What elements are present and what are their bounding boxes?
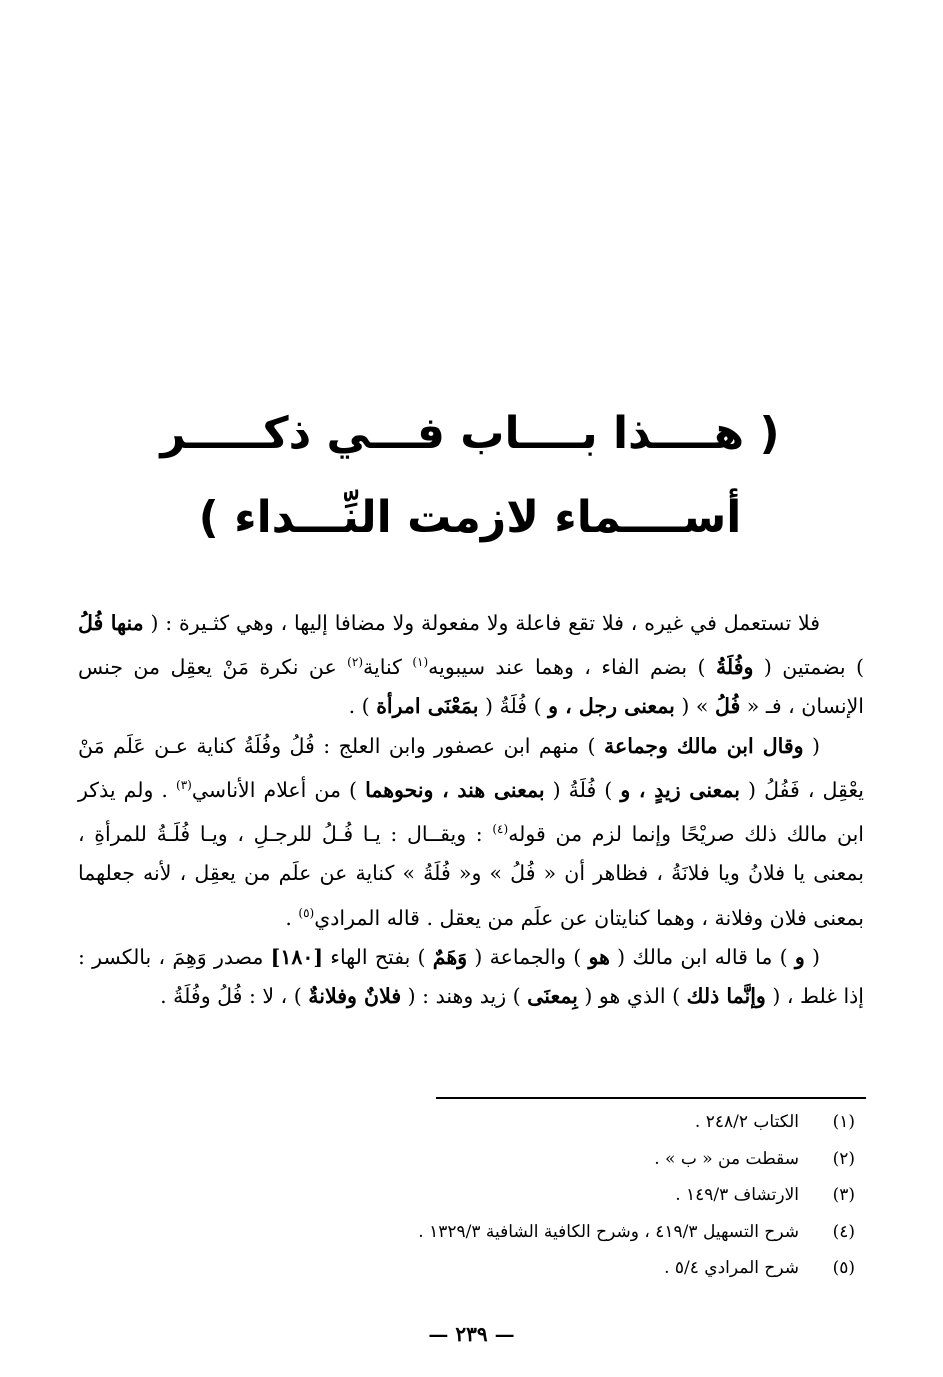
bold-phrase: وفُلَةُ: [715, 655, 754, 680]
footnote-ref: (٣): [176, 778, 192, 793]
text-run: عن نكرة مَنْ يعقِل من جنس الإنسان ، فـ «: [78, 655, 864, 719]
paragraph: [78, 727, 864, 938]
text-run: ) فُلَةُ (: [544, 777, 621, 802]
text-run: ) والجماعة (: [467, 944, 589, 969]
text-run: ) زيد وهند : (: [401, 983, 528, 1008]
footnote-number: (١): [832, 1112, 855, 1132]
footnote: [155, 1214, 855, 1251]
bold-phrase: و: [794, 944, 805, 969]
text-run: ) .: [348, 694, 377, 719]
text-run: ) ما قاله ابن مالك (: [609, 944, 795, 969]
chapter-heading: [120, 392, 820, 560]
text-run: فلا تستعمل في غيره ، فلا تقع فاعلة ولا مفعولة ولا مضافا إليها ، وهي كثـيرة : (: [143, 611, 821, 635]
footnote-number: (٢): [832, 1148, 855, 1169]
text-run: .: [285, 905, 299, 930]
bold-phrase: بِمعنَى: [527, 983, 578, 1008]
text-run: » (: [674, 694, 715, 719]
text-run: . ولم يذكر ابن مالك ذلك صريْحًا وإنما لزم من قوله: [78, 777, 864, 846]
text-run: ) منهم ابن عصفور وابن العلج : فُلُ وفُلَةُ كناية عـن عَلَم مَنْ يعْقِل ، فَفُلُ (: [78, 733, 864, 802]
bold-phrase: بمعنى رجل ، و: [548, 694, 675, 719]
footnote-text: شرح التسهيل ٤١٩/٣ ، وشرح الكافية الشافية ١٣٢٩/٣ .: [418, 1221, 799, 1242]
footnote: [155, 1250, 855, 1287]
footnote-text: الارتشاف ١٤٩/٣ .: [675, 1185, 799, 1205]
footnote-separator: [436, 1097, 866, 1099]
text-run: ) ، لا : فُلُ وفُلَةُ .: [160, 983, 309, 1008]
text-run: ) فُلَةُ (: [478, 694, 549, 719]
bold-phrase: هو: [588, 944, 610, 969]
main-text: [78, 604, 864, 1016]
footnote-text: سقطت من « ب » .: [654, 1148, 799, 1169]
footnote-ref: (٥): [298, 905, 315, 920]
bold-phrase: [١٨٠]: [270, 944, 324, 969]
bold-phrase: فلانٌ وفلانةٌ: [308, 983, 402, 1008]
text-run: مصدر وَهِمَ ، بالكسر : إذا غلط ، (: [78, 944, 864, 1008]
footnote-ref: (٤): [492, 822, 509, 837]
bold-phrase: وَهَمٌ: [432, 944, 468, 969]
text-run: ) بضمتين (: [753, 655, 865, 680]
page-number: — ٢٣٩ —: [428, 1322, 515, 1346]
footnote: [155, 1177, 855, 1214]
footnote-number: (٥): [832, 1258, 855, 1278]
text-run: ) من أعلام الأناسي: [191, 777, 366, 802]
text-run: ) بضم الفاء ، وهما عند سيبويه: [428, 655, 716, 680]
footnotes: [155, 1104, 855, 1287]
footnote: [155, 1104, 855, 1141]
bold-phrase: بمَعْنَى امرأة: [376, 694, 479, 719]
footnote-text: شرح المرادي ٥/٤ .: [664, 1258, 799, 1278]
footnote-number: (٣): [832, 1185, 855, 1205]
footnote: [155, 1141, 855, 1178]
paragraph: [78, 938, 864, 1017]
text-run: ) بفتح الهاء: [323, 944, 433, 969]
bold-phrase: وإنَّما ذلك: [686, 983, 766, 1008]
text-run: ) الذي هو (: [577, 983, 687, 1008]
footnote-text: الكتاب ٢٤٨/٢ .: [694, 1112, 799, 1132]
chapter-heading-line-2: أســــماء لازمت النِّـــداء ): [198, 492, 742, 543]
footnote-number: (٤): [832, 1221, 855, 1242]
chapter-heading-line-1: ( هــــذا بــــاب فـــي ذكـــــر: [160, 408, 780, 459]
text-run: (: [804, 944, 820, 969]
bold-phrase: بمعنى هند ، ونحوهما: [365, 777, 545, 802]
bold-phrase: منها فُلُ: [78, 611, 144, 635]
footnote-ref: (٢): [347, 655, 363, 670]
bold-phrase: فُلُ: [714, 694, 741, 719]
text-run: كناية: [363, 655, 413, 680]
bold-phrase: وقال ابن مالك وجماعة: [603, 733, 804, 758]
text-run: (: [803, 733, 821, 758]
paragraph: [78, 604, 864, 727]
text-run: : ويقــال : يـا فُـلُ للرجـلِ ، ويـا فُلَـةُ للمرأةِ ، بمعنى يا فلانُ ويا فلانَةُ ، فظاهر أن « فُلُ » و« فُلَةُ » كناية عن علَم من يعقِل ، لأنه جعلهما بمعنى فلان وفلانة ، وهما كنايتان عن علَم من يعقل . قاله المرادي: [78, 821, 864, 930]
footnote-ref: (١): [412, 655, 429, 670]
bold-phrase: بمعنى زيدٍ ، و: [620, 777, 740, 802]
